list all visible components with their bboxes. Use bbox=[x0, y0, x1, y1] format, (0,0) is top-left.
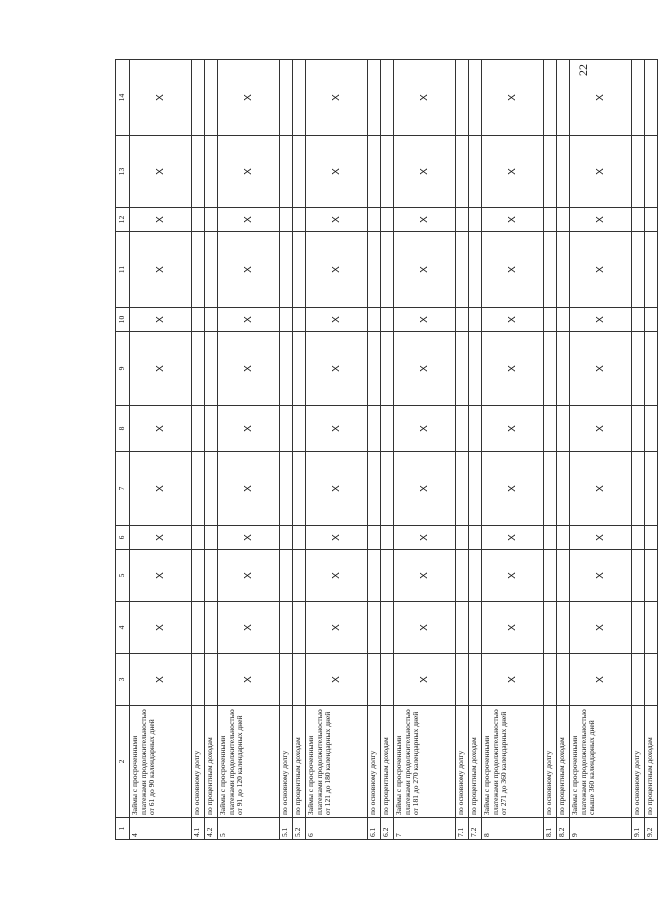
mark-cell: X bbox=[570, 60, 632, 136]
empty-cell bbox=[293, 232, 306, 308]
empty-cell bbox=[368, 308, 381, 332]
empty-cell bbox=[205, 136, 218, 208]
row-number-cell: 4.2 bbox=[205, 818, 218, 840]
empty-cell bbox=[469, 332, 482, 406]
empty-cell bbox=[645, 136, 658, 208]
mark-cell: X bbox=[394, 232, 456, 308]
mark-cell: X bbox=[482, 136, 544, 208]
empty-cell bbox=[205, 208, 218, 232]
empty-cell bbox=[645, 232, 658, 308]
empty-cell bbox=[368, 526, 381, 550]
empty-cell bbox=[205, 308, 218, 332]
empty-cell bbox=[645, 208, 658, 232]
empty-cell bbox=[368, 602, 381, 654]
mark-cell: X bbox=[130, 232, 192, 308]
column-number-cell: 1 bbox=[116, 818, 130, 840]
empty-cell bbox=[280, 452, 293, 526]
empty-cell bbox=[544, 406, 557, 452]
column-number-cell: 13 bbox=[116, 136, 130, 208]
empty-cell bbox=[632, 136, 645, 208]
mark-cell: X bbox=[570, 308, 632, 332]
empty-cell bbox=[293, 452, 306, 526]
mark-cell: X bbox=[130, 452, 192, 526]
table-row-main bbox=[394, 60, 456, 840]
empty-cell bbox=[632, 60, 645, 136]
mark-cell: X bbox=[394, 136, 456, 208]
empty-cell bbox=[557, 308, 570, 332]
empty-cell bbox=[456, 332, 469, 406]
empty-cell bbox=[469, 308, 482, 332]
empty-cell bbox=[456, 406, 469, 452]
empty-cell bbox=[469, 406, 482, 452]
row-number-cell: 6.1 bbox=[368, 818, 381, 840]
table-row-sub bbox=[632, 60, 645, 840]
empty-cell bbox=[368, 654, 381, 706]
mark-cell: X bbox=[306, 550, 368, 602]
row-number-cell: 7 bbox=[394, 818, 456, 840]
report-table bbox=[115, 59, 658, 840]
empty-cell bbox=[192, 60, 205, 136]
mark-cell: X bbox=[482, 60, 544, 136]
empty-cell bbox=[293, 654, 306, 706]
empty-cell bbox=[632, 406, 645, 452]
empty-cell bbox=[544, 452, 557, 526]
mark-cell: X bbox=[130, 136, 192, 208]
mark-cell: X bbox=[482, 232, 544, 308]
empty-cell bbox=[381, 526, 394, 550]
row-number-cell: 8.2 bbox=[557, 818, 570, 840]
mark-cell: X bbox=[306, 208, 368, 232]
empty-cell bbox=[280, 136, 293, 208]
row-number-cell: 5.2 bbox=[293, 818, 306, 840]
row-number-cell: 8 bbox=[482, 818, 544, 840]
empty-cell bbox=[192, 452, 205, 526]
mark-cell: X bbox=[570, 602, 632, 654]
empty-cell bbox=[192, 332, 205, 406]
row-label-cell: по основному долгу bbox=[368, 706, 381, 818]
empty-cell bbox=[645, 654, 658, 706]
empty-cell bbox=[456, 526, 469, 550]
empty-cell bbox=[544, 602, 557, 654]
empty-cell bbox=[293, 60, 306, 136]
row-number-cell: 4.1 bbox=[192, 818, 205, 840]
empty-cell bbox=[205, 654, 218, 706]
empty-cell bbox=[280, 526, 293, 550]
empty-cell bbox=[557, 332, 570, 406]
empty-cell bbox=[192, 208, 205, 232]
empty-cell bbox=[557, 406, 570, 452]
mark-cell: X bbox=[218, 332, 280, 406]
mark-cell: X bbox=[306, 602, 368, 654]
empty-cell bbox=[368, 550, 381, 602]
empty-cell bbox=[557, 60, 570, 136]
empty-cell bbox=[469, 602, 482, 654]
mark-cell: X bbox=[306, 60, 368, 136]
mark-cell: X bbox=[306, 654, 368, 706]
row-label-cell: по основному долгу bbox=[280, 706, 293, 818]
empty-cell bbox=[381, 332, 394, 406]
table-row-main bbox=[482, 60, 544, 840]
mark-cell: X bbox=[130, 602, 192, 654]
empty-cell bbox=[557, 526, 570, 550]
page-number: 22 bbox=[576, 64, 590, 76]
row-label-cell: Займы с просроченными платежами продолжительностью от 271 до 360 календарных дней bbox=[482, 706, 544, 818]
empty-cell bbox=[632, 452, 645, 526]
mark-cell: X bbox=[570, 550, 632, 602]
mark-cell: X bbox=[218, 550, 280, 602]
empty-cell bbox=[557, 452, 570, 526]
table-row-sub bbox=[469, 60, 482, 840]
empty-cell bbox=[205, 452, 218, 526]
empty-cell bbox=[368, 452, 381, 526]
empty-cell bbox=[456, 232, 469, 308]
empty-cell bbox=[368, 406, 381, 452]
mark-cell: X bbox=[482, 602, 544, 654]
mark-cell: X bbox=[394, 654, 456, 706]
mark-cell: X bbox=[482, 308, 544, 332]
empty-cell bbox=[632, 332, 645, 406]
mark-cell: X bbox=[218, 308, 280, 332]
empty-cell bbox=[456, 60, 469, 136]
empty-cell bbox=[469, 654, 482, 706]
empty-cell bbox=[645, 526, 658, 550]
column-number-cell: 12 bbox=[116, 208, 130, 232]
empty-cell bbox=[280, 60, 293, 136]
empty-cell bbox=[381, 308, 394, 332]
empty-cell bbox=[544, 550, 557, 602]
mark-cell: X bbox=[218, 60, 280, 136]
empty-cell bbox=[280, 232, 293, 308]
empty-cell bbox=[368, 136, 381, 208]
empty-cell bbox=[645, 452, 658, 526]
empty-cell bbox=[280, 332, 293, 406]
mark-cell: X bbox=[306, 332, 368, 406]
empty-cell bbox=[280, 308, 293, 332]
empty-cell bbox=[645, 332, 658, 406]
mark-cell: X bbox=[570, 654, 632, 706]
row-label-cell: по основному долгу bbox=[456, 706, 469, 818]
row-number-cell: 9.2 bbox=[645, 818, 658, 840]
mark-cell: X bbox=[482, 654, 544, 706]
empty-cell bbox=[544, 232, 557, 308]
empty-cell bbox=[456, 136, 469, 208]
empty-cell bbox=[381, 136, 394, 208]
empty-cell bbox=[192, 232, 205, 308]
mark-cell: X bbox=[570, 452, 632, 526]
empty-cell bbox=[381, 208, 394, 232]
empty-cell bbox=[469, 550, 482, 602]
empty-cell bbox=[293, 602, 306, 654]
row-label-cell: Займы с просроченными платежами продолжительностью от 61 до 90 календарных дней bbox=[130, 706, 192, 818]
column-number-cell: 6 bbox=[116, 526, 130, 550]
row-label-cell: Займы с просроченными платежами продолжительностью от 181 до 270 календарных дней bbox=[394, 706, 456, 818]
empty-cell bbox=[456, 208, 469, 232]
mark-cell: X bbox=[130, 526, 192, 550]
mark-cell: X bbox=[482, 406, 544, 452]
row-label-cell: по основному долгу bbox=[632, 706, 645, 818]
row-label-cell: Займы с просроченными платежами продолжительностью свыше 360 календарных дней bbox=[570, 706, 632, 818]
empty-cell bbox=[645, 406, 658, 452]
empty-cell bbox=[456, 602, 469, 654]
mark-cell: X bbox=[570, 208, 632, 232]
empty-cell bbox=[557, 232, 570, 308]
mark-cell: X bbox=[394, 602, 456, 654]
empty-cell bbox=[293, 550, 306, 602]
column-number-cell: 11 bbox=[116, 232, 130, 308]
row-number-cell: 8.1 bbox=[544, 818, 557, 840]
table-row-main bbox=[570, 60, 632, 840]
mark-cell: X bbox=[218, 602, 280, 654]
mark-cell: X bbox=[218, 136, 280, 208]
table-row-main bbox=[218, 60, 280, 840]
empty-cell bbox=[469, 136, 482, 208]
empty-cell bbox=[368, 232, 381, 308]
empty-cell bbox=[544, 308, 557, 332]
mark-cell: X bbox=[394, 308, 456, 332]
empty-cell bbox=[205, 332, 218, 406]
empty-cell bbox=[368, 208, 381, 232]
empty-cell bbox=[469, 232, 482, 308]
empty-cell bbox=[645, 308, 658, 332]
empty-cell bbox=[293, 332, 306, 406]
table-row-main bbox=[306, 60, 368, 840]
mark-cell: X bbox=[394, 60, 456, 136]
empty-cell bbox=[381, 232, 394, 308]
empty-cell bbox=[632, 308, 645, 332]
empty-cell bbox=[280, 654, 293, 706]
column-number-cell: 2 bbox=[116, 706, 130, 818]
row-number-cell: 7.2 bbox=[469, 818, 482, 840]
mark-cell: X bbox=[130, 550, 192, 602]
empty-cell bbox=[205, 602, 218, 654]
empty-cell bbox=[456, 654, 469, 706]
empty-cell bbox=[280, 406, 293, 452]
empty-cell bbox=[381, 60, 394, 136]
empty-cell bbox=[544, 136, 557, 208]
table-row-sub bbox=[544, 60, 557, 840]
mark-cell: X bbox=[218, 654, 280, 706]
mark-cell: X bbox=[306, 452, 368, 526]
empty-cell bbox=[192, 602, 205, 654]
mark-cell: X bbox=[130, 332, 192, 406]
empty-cell bbox=[368, 332, 381, 406]
table-row-sub bbox=[557, 60, 570, 840]
empty-cell bbox=[205, 60, 218, 136]
empty-cell bbox=[381, 406, 394, 452]
empty-cell bbox=[632, 602, 645, 654]
empty-cell bbox=[632, 550, 645, 602]
mark-cell: X bbox=[570, 406, 632, 452]
mark-cell: X bbox=[306, 406, 368, 452]
empty-cell bbox=[632, 654, 645, 706]
column-number-cell: 10 bbox=[116, 308, 130, 332]
row-number-cell: 9.1 bbox=[632, 818, 645, 840]
empty-cell bbox=[205, 526, 218, 550]
mark-cell: X bbox=[218, 526, 280, 550]
column-number-cell: 8 bbox=[116, 406, 130, 452]
empty-cell bbox=[557, 602, 570, 654]
column-number-cell: 7 bbox=[116, 452, 130, 526]
row-label-cell: по основному долгу bbox=[544, 706, 557, 818]
mark-cell: X bbox=[570, 332, 632, 406]
empty-cell bbox=[205, 232, 218, 308]
empty-cell bbox=[645, 550, 658, 602]
mark-cell: X bbox=[482, 332, 544, 406]
table-row-sub bbox=[456, 60, 469, 840]
row-number-cell: 5 bbox=[218, 818, 280, 840]
table-row-sub bbox=[381, 60, 394, 840]
mark-cell: X bbox=[570, 136, 632, 208]
row-number-cell: 6.2 bbox=[381, 818, 394, 840]
empty-cell bbox=[205, 406, 218, 452]
empty-cell bbox=[280, 550, 293, 602]
empty-cell bbox=[469, 208, 482, 232]
mark-cell: X bbox=[394, 550, 456, 602]
empty-cell bbox=[632, 526, 645, 550]
empty-cell bbox=[381, 602, 394, 654]
empty-cell bbox=[280, 602, 293, 654]
empty-cell bbox=[469, 60, 482, 136]
row-label-cell: по основному долгу bbox=[192, 706, 205, 818]
mark-cell: X bbox=[394, 406, 456, 452]
table-row-sub bbox=[192, 60, 205, 840]
empty-cell bbox=[544, 208, 557, 232]
empty-cell bbox=[381, 452, 394, 526]
mark-cell: X bbox=[570, 526, 632, 550]
empty-cell bbox=[456, 550, 469, 602]
mark-cell: X bbox=[218, 232, 280, 308]
empty-cell bbox=[192, 308, 205, 332]
empty-cell bbox=[645, 60, 658, 136]
mark-cell: X bbox=[306, 232, 368, 308]
empty-cell bbox=[192, 550, 205, 602]
empty-cell bbox=[557, 654, 570, 706]
empty-cell bbox=[293, 136, 306, 208]
mark-cell: X bbox=[482, 208, 544, 232]
mark-cell: X bbox=[306, 526, 368, 550]
empty-cell bbox=[469, 452, 482, 526]
table-row-sub bbox=[368, 60, 381, 840]
mark-cell: X bbox=[130, 60, 192, 136]
row-label-cell: по процентным доходам bbox=[381, 706, 394, 818]
mark-cell: X bbox=[130, 308, 192, 332]
mark-cell: X bbox=[130, 208, 192, 232]
empty-cell bbox=[557, 550, 570, 602]
empty-cell bbox=[456, 452, 469, 526]
empty-cell bbox=[381, 550, 394, 602]
empty-cell bbox=[205, 550, 218, 602]
mark-cell: X bbox=[482, 526, 544, 550]
empty-cell bbox=[192, 526, 205, 550]
empty-cell bbox=[456, 308, 469, 332]
mark-cell: X bbox=[394, 208, 456, 232]
mark-cell: X bbox=[130, 654, 192, 706]
empty-cell bbox=[645, 602, 658, 654]
empty-cell bbox=[469, 526, 482, 550]
empty-cell bbox=[280, 208, 293, 232]
mark-cell: X bbox=[130, 406, 192, 452]
mark-cell: X bbox=[218, 452, 280, 526]
empty-cell bbox=[192, 406, 205, 452]
mark-cell: X bbox=[482, 452, 544, 526]
mark-cell: X bbox=[482, 550, 544, 602]
empty-cell bbox=[544, 654, 557, 706]
empty-cell bbox=[293, 526, 306, 550]
empty-cell bbox=[632, 208, 645, 232]
mark-cell: X bbox=[218, 406, 280, 452]
table-row-sub bbox=[645, 60, 658, 840]
table-row-sub bbox=[280, 60, 293, 840]
mark-cell: X bbox=[394, 526, 456, 550]
row-label-cell: по процентным доходам bbox=[293, 706, 306, 818]
empty-cell bbox=[192, 654, 205, 706]
empty-cell bbox=[368, 60, 381, 136]
row-number-cell: 6 bbox=[306, 818, 368, 840]
row-label-cell: Займы с просроченными платежами продолжительностью от 121 до 180 календарных дней bbox=[306, 706, 368, 818]
row-number-cell: 5.1 bbox=[280, 818, 293, 840]
empty-cell bbox=[293, 406, 306, 452]
column-number-cell: 5 bbox=[116, 550, 130, 602]
row-label-cell: по процентным доходам bbox=[469, 706, 482, 818]
column-number-cell: 9 bbox=[116, 332, 130, 406]
mark-cell: X bbox=[570, 232, 632, 308]
row-label-cell: по процентным доходам bbox=[205, 706, 218, 818]
empty-cell bbox=[293, 208, 306, 232]
table-row-sub bbox=[293, 60, 306, 840]
empty-cell bbox=[192, 136, 205, 208]
mark-cell: X bbox=[394, 452, 456, 526]
mark-cell: X bbox=[218, 208, 280, 232]
column-number-cell: 4 bbox=[116, 602, 130, 654]
table-row-sub bbox=[205, 60, 218, 840]
row-label-cell: по процентным доходам bbox=[557, 706, 570, 818]
empty-cell bbox=[293, 308, 306, 332]
mark-cell: X bbox=[306, 136, 368, 208]
column-number-row bbox=[116, 60, 130, 840]
row-number-cell: 9 bbox=[570, 818, 632, 840]
empty-cell bbox=[381, 654, 394, 706]
column-number-cell: 3 bbox=[116, 654, 130, 706]
empty-cell bbox=[544, 526, 557, 550]
row-label-cell: по процентным доходам bbox=[645, 706, 658, 818]
row-label-cell: Займы с просроченными платежами продолжительностью от 91 до 120 календарных дней bbox=[218, 706, 280, 818]
empty-cell bbox=[544, 60, 557, 136]
table-row-main bbox=[130, 60, 192, 840]
empty-cell bbox=[557, 136, 570, 208]
row-number-cell: 4 bbox=[130, 818, 192, 840]
mark-cell: X bbox=[394, 332, 456, 406]
mark-cell: X bbox=[306, 308, 368, 332]
empty-cell bbox=[544, 332, 557, 406]
empty-cell bbox=[557, 208, 570, 232]
row-number-cell: 7.1 bbox=[456, 818, 469, 840]
column-number-cell: 14 bbox=[116, 60, 130, 136]
empty-cell bbox=[632, 232, 645, 308]
